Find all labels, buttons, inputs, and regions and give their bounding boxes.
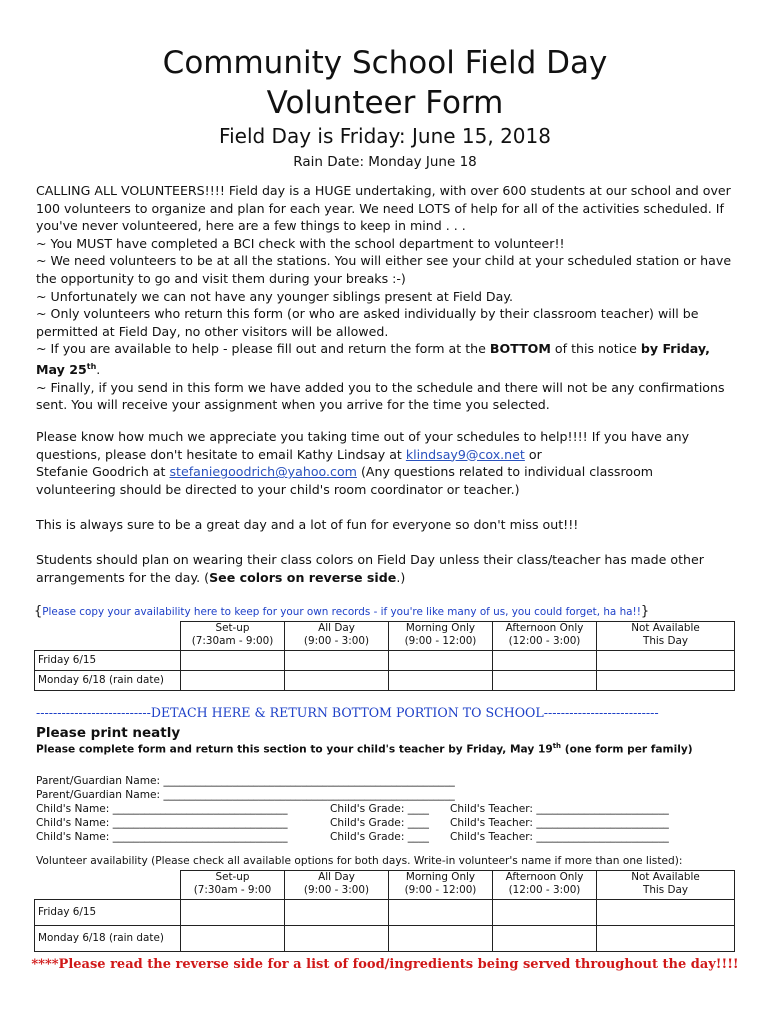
reverse-side-notice: ****Please read the reverse side for a list of food/ingredients being served throughout the day!!!! [31,957,739,972]
checkbox-cell[interactable] [181,900,285,926]
table-corner [35,622,181,651]
table-header-cell: Morning Only (9:00 - 12:00) [389,871,493,900]
detach-line: ---------------------------DETACH HERE & RETURN BOTTOM PORTION TO SCHOOL--------------------------- [36,705,659,720]
deadline-text-2: of this notice [550,341,641,357]
copy-note-text: Please copy your availability here to keep for your own records - if you're like many of us, you could forget, ha ha!! [42,606,641,618]
parent-name-field[interactable]: Parent/Guardian Name: _______________________________________________________ [36,775,455,787]
checkbox-cell[interactable] [285,926,389,952]
bottom-emphasis: BOTTOM [489,341,551,357]
intro-bullet-confirmation: ~ Finally, if you send in this form we have added you to the schedule and there will not be any confirmations sent. You will receive your assignment when you arrive for the time you selected. [36,379,725,413]
intro-bullet-bci: ~ You MUST have completed a BCI check with the school department to volunteer!! [36,235,565,251]
availability-return-table [34,870,735,952]
child-row-2 [36,816,736,830]
colors-text: Students should plan on wearing their class colors on Field Day unless their class/teacher has made other arrangements for the day. ( [36,552,704,585]
availability-label: Volunteer availability (Please check all available options for both days. Write-in volunteer's name if more than one listed): [36,855,683,867]
page-title-line2: Volunteer Form [266,85,504,121]
checkbox-cell[interactable] [389,926,493,952]
table-row [35,900,735,926]
brace-open: { [34,604,43,619]
checkbox-cell[interactable] [597,926,735,952]
print-neatly-heading: Please print neatly [36,725,181,741]
child-name-field[interactable]: Child's Name: _________________________________ [36,803,288,815]
table-header-cell: Afternoon Only (12:00 - 3:00) [493,871,597,900]
row-label: Monday 6/18 (rain date) [35,926,181,952]
contact-paragraph [36,428,736,498]
availability-copy-table [34,621,735,691]
parent-name-field-2[interactable]: Parent/Guardian Name: _______________________________________________________ [36,789,455,801]
intro-section [36,182,736,414]
table-corner [35,871,181,900]
table-header-cell: Set-up (7:30am - 9:00) [181,622,285,651]
child-name-field[interactable]: Child's Name: _________________________________ [36,831,288,843]
checkbox-cell[interactable] [493,671,597,691]
child-teacher-field[interactable]: Child's Teacher: _________________________ [450,803,669,815]
checkbox-cell[interactable] [285,900,389,926]
colors-end: .) [396,569,406,585]
copy-availability-note [34,604,754,619]
checkbox-cell[interactable] [181,651,285,671]
field-day-date: Field Day is Friday: June 15, 2018 [219,124,551,148]
brace-close: } [640,604,650,619]
table-header-cell: Morning Only (9:00 - 12:00) [389,622,493,651]
checkbox-cell[interactable] [389,900,493,926]
intro-bullet-return-form: ~ Only volunteers who return this form (or who are asked individually by their classroom teacher) will be permitted at Field Day, no other visitors will be allowed. [36,306,699,339]
checkbox-cell[interactable] [597,651,735,671]
checkbox-cell[interactable] [493,926,597,952]
child-name-field[interactable]: Child's Name: _________________________________ [36,817,288,829]
checkbox-cell[interactable] [493,900,597,926]
intro-paragraph: CALLING ALL VOLUNTEERS!!!! Field day is a HUGE undertaking, with over 600 students at our school and over 100 volunteers to organize and plan for each year. We need LOTS of help for all of the activities scheduled. If you've never volunteered, here are a few things to keep in mind . . . [36,183,731,234]
table-header-row [35,871,735,900]
complete-instructions [36,742,693,756]
complete-text: Please complete form and return this section to your child's teacher by Friday, May 19 [36,743,553,756]
intro-bullet-stations: ~ We need volunteers to be at all the stations. You will either see your child at your scheduled station or have the opportunity to go and visit them during your breaks :-) [36,253,732,286]
intro-bullet-siblings: ~ Unfortunately we can not have any younger siblings present at Field Day. [36,288,514,304]
complete-sup: th [552,742,562,750]
row-label: Monday 6/18 (rain date) [35,671,181,691]
row-label: Friday 6/15 [35,900,181,926]
contact-section [36,428,736,498]
checkbox-cell[interactable] [181,926,285,952]
child-row-1 [36,802,736,816]
row-label: Friday 6/15 [35,651,181,671]
table-header-row [35,622,735,651]
table-row [35,926,735,952]
checkbox-cell[interactable] [597,671,735,691]
table-header-cell: All Day (9:00 - 3:00) [285,871,389,900]
checkbox-cell[interactable] [493,651,597,671]
child-teacher-field[interactable]: Child's Teacher: _________________________ [450,831,669,843]
checkbox-cell[interactable] [389,651,493,671]
child-row-3 [36,830,736,844]
colors-emphasis: See colors on reverse side [209,569,397,585]
checkbox-cell[interactable] [285,671,389,691]
fun-note: This is always sure to be a great day and a lot of fun for everyone so don't miss out!!! [36,517,579,532]
table-header-cell: Not Available This Day [597,622,735,651]
complete-text-2: (one form per family) [561,743,693,756]
deadline-date-suffix: th [86,361,97,371]
deadline-period: . [96,362,101,378]
table-header-cell: All Day (9:00 - 3:00) [285,622,389,651]
class-colors-note [36,551,736,586]
table-row [35,651,735,671]
email-link-klindsay[interactable]: klindsay9@cox.net [405,446,525,462]
checkbox-cell[interactable] [597,900,735,926]
child-grade-field[interactable]: Child's Grade: ____ [330,817,429,829]
child-teacher-field[interactable]: Child's Teacher: _________________________ [450,817,669,829]
contact-or: or [524,446,542,462]
contact-text: Please know how much we appreciate you taking time out of your schedules to help!!!! If you have any questions, please don't hesitate to email Kathy Lindsay at [36,429,690,462]
contact-text-2: Stefanie Goodrich at [36,464,170,480]
table-row [35,671,735,691]
contact-text-3: (Any questions related to individual classroom volunteering should be directed to your child's room coordinator or teacher.) [36,464,654,497]
table-header-cell: Set-up (7:30am - 9:00 [181,871,285,900]
checkbox-cell[interactable] [285,651,389,671]
checkbox-cell[interactable] [181,671,285,691]
rain-date: Rain Date: Monday June 18 [293,154,477,170]
page-title: Community School Field Day [162,45,608,81]
deadline-text: ~ If you are available to help - please fill out and return the form at the [36,341,490,357]
table-header-cell: Afternoon Only (12:00 - 3:00) [493,622,597,651]
table-header-cell: Not Available This Day [597,871,735,900]
checkbox-cell[interactable] [389,671,493,691]
intro-bullet-deadline [36,340,736,378]
deadline-date: by Friday, May 25 [36,341,710,378]
child-grade-field[interactable]: Child's Grade: ____ [330,803,429,815]
child-grade-field[interactable]: Child's Grade: ____ [330,831,429,843]
email-link-sgoodrich[interactable]: stefaniegoodrich@yahoo.com [169,464,357,480]
